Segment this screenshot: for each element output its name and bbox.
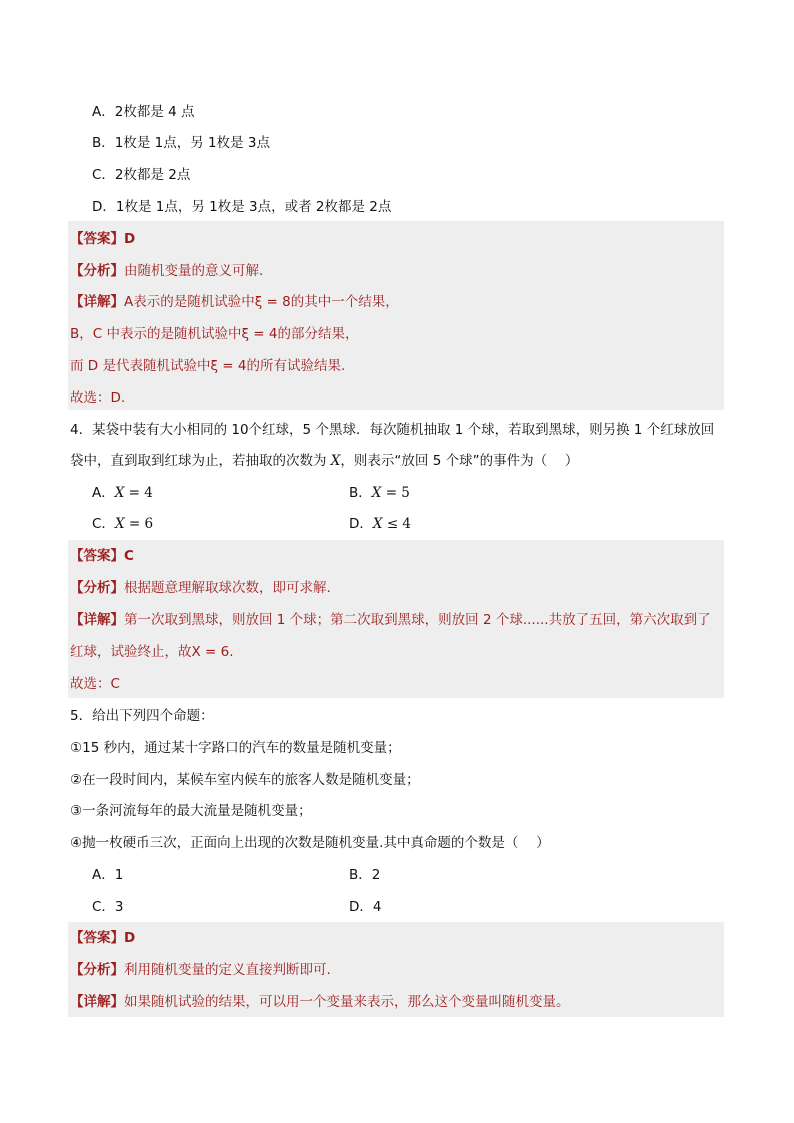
q4-choice: 故选：C bbox=[70, 676, 120, 692]
detail-tag: 【详解】 bbox=[70, 612, 124, 628]
q4-stem-text-end: ，则表示“放回 5 个球”的事件为（ ） bbox=[340, 453, 579, 469]
q5-option-c: C．3 bbox=[92, 899, 124, 915]
option-var: X bbox=[114, 485, 125, 501]
option-label: C． bbox=[92, 516, 115, 532]
q4-stem-var: X bbox=[330, 453, 341, 469]
q5-option-d: D．4 bbox=[349, 899, 382, 915]
q4-stem-line1: 4．某袋中装有大小相同的 10个红球，5 个黑球．每次随机抽取 1 个球，若取到黑球，则另换 1 个红球放回 bbox=[70, 422, 715, 438]
q4-detail-line-2: 红球，试验终止，故X = 6. bbox=[70, 644, 234, 660]
analysis-text: 由随机变量的意义可解. bbox=[124, 263, 264, 279]
q3-detail-line-2: B，C 中表示的是随机试验中ξ = 4的部分结果， bbox=[70, 326, 359, 342]
q5-option-a: A．1 bbox=[92, 867, 124, 883]
detail-tag: 【详解】 bbox=[70, 294, 124, 310]
analysis-tag: 【分析】 bbox=[70, 263, 124, 279]
q3-detail bbox=[70, 293, 399, 311]
answer-value: D bbox=[124, 231, 136, 247]
q4-detail bbox=[70, 611, 711, 629]
q5-stem: 5．给出下列四个命题： bbox=[70, 708, 214, 724]
q4-option-d bbox=[349, 515, 411, 533]
analysis-tag: 【分析】 bbox=[70, 962, 124, 978]
q4-analysis bbox=[70, 579, 331, 597]
q5-proposition-4: ④抛一枚硬币三次，正面向上出现的次数是随机变量.其中真命题的个数是（ ） bbox=[70, 835, 550, 851]
answer-value: D bbox=[124, 930, 136, 946]
option-var: X bbox=[371, 485, 382, 501]
q4-stem-line2 bbox=[70, 452, 578, 470]
q5-detail bbox=[70, 993, 570, 1011]
analysis-text: 利用随机变量的定义直接判断即可. bbox=[124, 962, 331, 978]
option-var: X bbox=[114, 516, 125, 532]
q3-option-c: C．2枚都是 2点 bbox=[92, 167, 191, 183]
answer-tag: 【答案】 bbox=[70, 548, 124, 564]
q3-option-d: D．1枚是 1点，另 1枚是 3点，或者 2枚都是 2点 bbox=[92, 199, 392, 215]
detail-line: A表示的是随机试验中ξ = 8的其中一个结果， bbox=[124, 294, 399, 310]
q3-option-b: B．1枚是 1点，另 1枚是 3点 bbox=[92, 135, 270, 151]
option-expr: = 4 bbox=[128, 485, 153, 501]
q5-analysis bbox=[70, 961, 331, 979]
q5-proposition-3: ③一条河流每年的最大流量是随机变量； bbox=[70, 803, 312, 819]
q4-answer bbox=[70, 547, 134, 565]
q4-option-a bbox=[92, 484, 153, 502]
q4-option-c bbox=[92, 515, 153, 533]
q3-answer bbox=[70, 230, 135, 248]
option-label: A． bbox=[92, 485, 115, 501]
answer-tag: 【答案】 bbox=[70, 231, 124, 247]
q4-option-b bbox=[349, 484, 410, 502]
q5-proposition-1: ①15 秒内，通过某十字路口的汽车的数量是随机变量； bbox=[70, 740, 401, 756]
option-label: D． bbox=[349, 516, 373, 532]
analysis-text: 根据题意理解取球次数，即可求解. bbox=[124, 580, 331, 596]
q3-detail-line-3: 而 D 是代表随机试验中ξ = 4的所有试验结果. bbox=[70, 358, 346, 374]
option-label: B． bbox=[349, 485, 372, 501]
option-expr: = 5 bbox=[385, 485, 410, 501]
q3-choice: 故选：D. bbox=[70, 390, 126, 406]
q5-proposition-2: ②在一段时间内，某候车室内候车的旅客人数是随机变量； bbox=[70, 772, 420, 788]
q3-option-a: A．2枚都是 4 点 bbox=[92, 104, 195, 120]
q5-option-b: B．2 bbox=[349, 867, 381, 883]
detail-line: 第一次取到黑球，则放回 1 个球；第二次取到黑球，则放回 2 个球......共放了五回，第六次取到了 bbox=[124, 612, 711, 628]
option-var: X bbox=[372, 516, 383, 532]
q3-solution-block bbox=[68, 221, 724, 410]
q5-answer bbox=[70, 929, 135, 947]
q4-stem-text: 袋中，直到取到红球为止，若抽取的次数为 bbox=[70, 453, 331, 469]
analysis-tag: 【分析】 bbox=[70, 580, 124, 596]
detail-tag: 【详解】 bbox=[70, 994, 124, 1010]
q3-analysis bbox=[70, 262, 263, 280]
answer-value: C bbox=[124, 548, 134, 564]
option-expr: ≤ 4 bbox=[386, 516, 412, 532]
answer-tag: 【答案】 bbox=[70, 930, 124, 946]
option-expr: = 6 bbox=[128, 516, 154, 532]
detail-text: 如果随机试验的结果，可以用一个变量来表示，那么这个变量叫随机变量。 bbox=[124, 994, 570, 1010]
